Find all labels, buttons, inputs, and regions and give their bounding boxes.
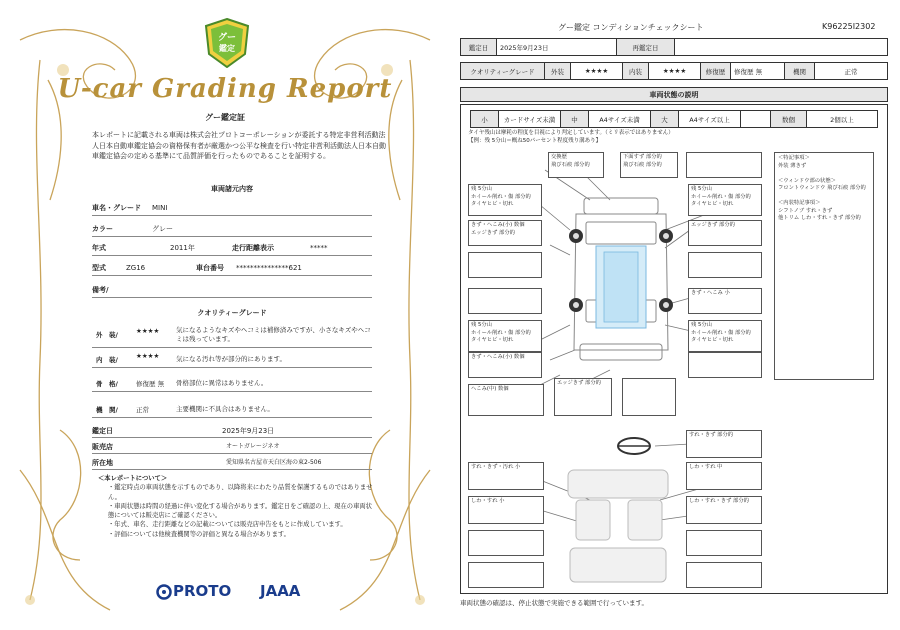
spec-model-value: ZG16: [126, 264, 146, 272]
spec-remarks-label: 備考/: [92, 286, 109, 294]
cell: 小: [471, 111, 499, 128]
quality-rating: 修復歴 無: [136, 380, 165, 388]
quality-section-title: クオリティーグレード: [197, 309, 267, 317]
cell: ★★★★: [571, 63, 623, 80]
cell: A4サイズ未満: [589, 111, 651, 128]
quality-row-engine: [92, 400, 372, 418]
condition-check-sheet: [450, 0, 900, 630]
appraisal-date-label: 鑑定日: [92, 427, 113, 435]
damage-callout: 残 5分山 ホイール削れ・傷 部分的 タイヤヒビ・切れ: [468, 320, 542, 352]
store-row: [92, 440, 372, 454]
cell: 2025年9月23日: [497, 39, 617, 56]
spec-row-name: [92, 200, 372, 216]
spec-chassis-label: 車台番号: [196, 264, 224, 272]
spec-mileage-value: *****: [310, 244, 328, 252]
svg-text:グー: グー: [217, 33, 237, 43]
address-value: 愛知県名古屋市天白区海の東2-506: [226, 459, 322, 466]
cell: 外装: [545, 63, 571, 80]
cell: 大: [651, 111, 679, 128]
store-value: オートガレージネオ: [226, 443, 280, 450]
address-row: [92, 456, 372, 470]
report-script-title: U-car Grading Report: [57, 74, 393, 104]
damage-callout: きず・へこみ 小: [688, 288, 762, 314]
sheet-footer-note: 車両状態の確認は、停止状態で実施できる範囲で行っています。: [460, 599, 648, 607]
cell: 正常: [815, 63, 888, 80]
spec-row-remarks: [92, 282, 372, 298]
quality-desc: 気になるようなキズやヘコミは補修済みですが、小さなキズやヘコミは残っています。: [176, 326, 371, 343]
appraisal-date-value: 2025年9月23日: [222, 427, 275, 435]
damage-callout: 残 5分山 ホイール削れ・傷 部分的 タイヤヒビ・切れ: [468, 184, 542, 216]
sheet-document-id: K96225I2302: [822, 22, 876, 31]
damage-callout: 交換歴 飛び石痕 部分的: [548, 152, 604, 178]
empty-callout: [468, 530, 544, 556]
damage-callout: へこみ(中) 数個: [468, 384, 544, 416]
damage-callout: 残 5分山 ホイール削れ・傷 部分的 タイヤヒビ・切れ: [688, 320, 762, 352]
quality-label: 骨 格/: [96, 380, 118, 388]
quality-label: 内 装/: [96, 356, 118, 364]
spec-year-label: 年式: [92, 244, 106, 252]
empty-callout: [688, 352, 762, 378]
notes-title: ＜本レポートについて＞: [98, 475, 168, 482]
damage-callout: きず・へこみ(小) 数個 エッジきず 部分的: [468, 220, 542, 246]
report-notes: [98, 474, 378, 539]
store-label: 販売店: [92, 443, 113, 451]
quality-row-exterior: [92, 324, 372, 348]
spec-row-color: [92, 221, 372, 237]
cell: 再鑑定日: [617, 39, 675, 56]
cell: 数個: [771, 111, 807, 128]
cell: ★★★★: [649, 63, 701, 80]
cell: 中: [561, 111, 589, 128]
cell: 内装: [623, 63, 649, 80]
proto-logo-icon: [156, 584, 172, 600]
damage-callout: すれ・きず 部分的: [686, 430, 762, 458]
damage-callout: しわ・すれ・きず 部分的: [686, 496, 762, 524]
quality-rating: 正常: [136, 406, 149, 414]
address-label: 所在地: [92, 459, 113, 467]
cell: 修復歴 無: [731, 63, 785, 80]
special-notes-box: ＜特記事項＞ 外装 薄きず ＜ウィンドウ部の状態＞ フロントウィンドウ 飛び石痕 部分的 ＜内装特記事項＞ シフトノブ すれ・きず 他トリム しわ・すれ・きず 部分的: [774, 152, 874, 380]
damage-callout: しわ・すれ 中: [686, 462, 762, 490]
quality-desc: 主要機関に不具合はありません。: [176, 405, 274, 413]
certificate-subtitle: グー鑑定証: [205, 113, 245, 122]
proto-logo: PROTO: [173, 582, 232, 600]
sheet-title: グー鑑定 コンディションチェックシート: [558, 23, 704, 32]
empty-callout: [686, 562, 762, 588]
empty-callout: [468, 562, 544, 588]
spec-row-year: [92, 240, 372, 256]
quality-desc: 気になる汚れ等が部分的にあります。: [176, 355, 286, 363]
cell: カードサイズ未満: [499, 111, 561, 128]
appraisal-date-row: [92, 424, 372, 438]
certificate-intro: 本レポートに記載される車両は株式会社プロトコーポレーションが委託する特定非営利活動法人日本自動車鑑定協会の資格保有者が厳選かつ公平な検査を行い特定非営利活動法人日本自動車鑑定協会の定める基準にて品質評価を行ったものであることを証明する。: [92, 131, 386, 160]
quality-label: 機 関/: [96, 406, 118, 414]
cell: 2個以上: [807, 111, 878, 128]
svg-text:鑑定: 鑑定: [219, 44, 235, 53]
damage-callout: すれ・きず・汚れ 小: [468, 462, 544, 490]
cell: 修復歴: [701, 63, 731, 80]
empty-callout: [468, 288, 542, 314]
empty-callout: [468, 252, 542, 278]
note-item: ・車両状態は時間の経過に伴い変化する場合があります。鑑定日をご確認の上、現在の車両状態については販売店にご確認ください。: [108, 502, 372, 520]
spec-model-label: 型式: [92, 264, 106, 272]
damage-callout: 下面すず 部分的 飛び石痕 部分的: [620, 152, 678, 178]
damage-callout: 残 5分山 ホイール削れ・傷 部分的 タイヤヒビ・切れ: [688, 184, 762, 216]
goo-badge-icon: [204, 18, 250, 68]
spec-name-label: 車名・グレード: [92, 204, 141, 212]
spec-color-value: グレー: [152, 225, 173, 233]
cell: A4サイズ以上: [679, 111, 741, 128]
cell: 鑑定日: [461, 39, 497, 56]
quality-rating: ★★★★: [136, 352, 160, 360]
damage-callout: エッジきず 部分的: [688, 220, 762, 246]
spec-section-title: 車両諸元内容: [211, 185, 253, 193]
state-section-title: 車両状態の説明: [460, 87, 888, 102]
note-item: ・評価については他検査機関等の評価と異なる場合があります。: [108, 530, 290, 538]
quality-row-frame: [92, 374, 372, 392]
cell: 機関: [785, 63, 815, 80]
damage-callout: きず・へこみ(小) 数個: [468, 352, 542, 378]
jaaa-logo: JAAA: [260, 582, 301, 600]
empty-callout: [688, 252, 762, 278]
spec-year-value: 2011年: [170, 244, 195, 252]
quality-row-interior: [92, 350, 372, 368]
spec-name-value: MINI: [152, 204, 168, 212]
spec-row-model: [92, 260, 372, 276]
quality-label: 外 装/: [96, 331, 118, 339]
empty-callout: [686, 530, 762, 556]
spec-chassis-value: ***************621: [236, 264, 302, 272]
quality-rating: ★★★★: [136, 327, 160, 335]
quality-desc: 骨格部位に異常はありません。: [176, 379, 268, 387]
note-item: ・年式、車名、走行距離などの記載については販売店申告をもとに作成しています。: [108, 521, 347, 529]
empty-callout: [686, 152, 762, 178]
empty-callout: [622, 378, 676, 416]
cell: クオリティーグレード: [461, 63, 545, 80]
damage-callout: エッジきず 部分的: [554, 378, 612, 416]
spec-color-label: カラー: [92, 225, 113, 233]
tire-note: タイヤ残山は摩耗の程度を目視により判定しています。（ミリ表示ではありません） 【例：残 5分山＝概ね50パーセント程度残り溝あり】: [468, 130, 674, 144]
spec-mileage-label: 走行距離表示: [232, 244, 274, 252]
damage-callout: しわ・すれ 小: [468, 496, 544, 524]
note-item: ・鑑定時点の車両状態を示すものであり、以降将来にわたり品質を保護するものではありません。: [108, 484, 373, 501]
